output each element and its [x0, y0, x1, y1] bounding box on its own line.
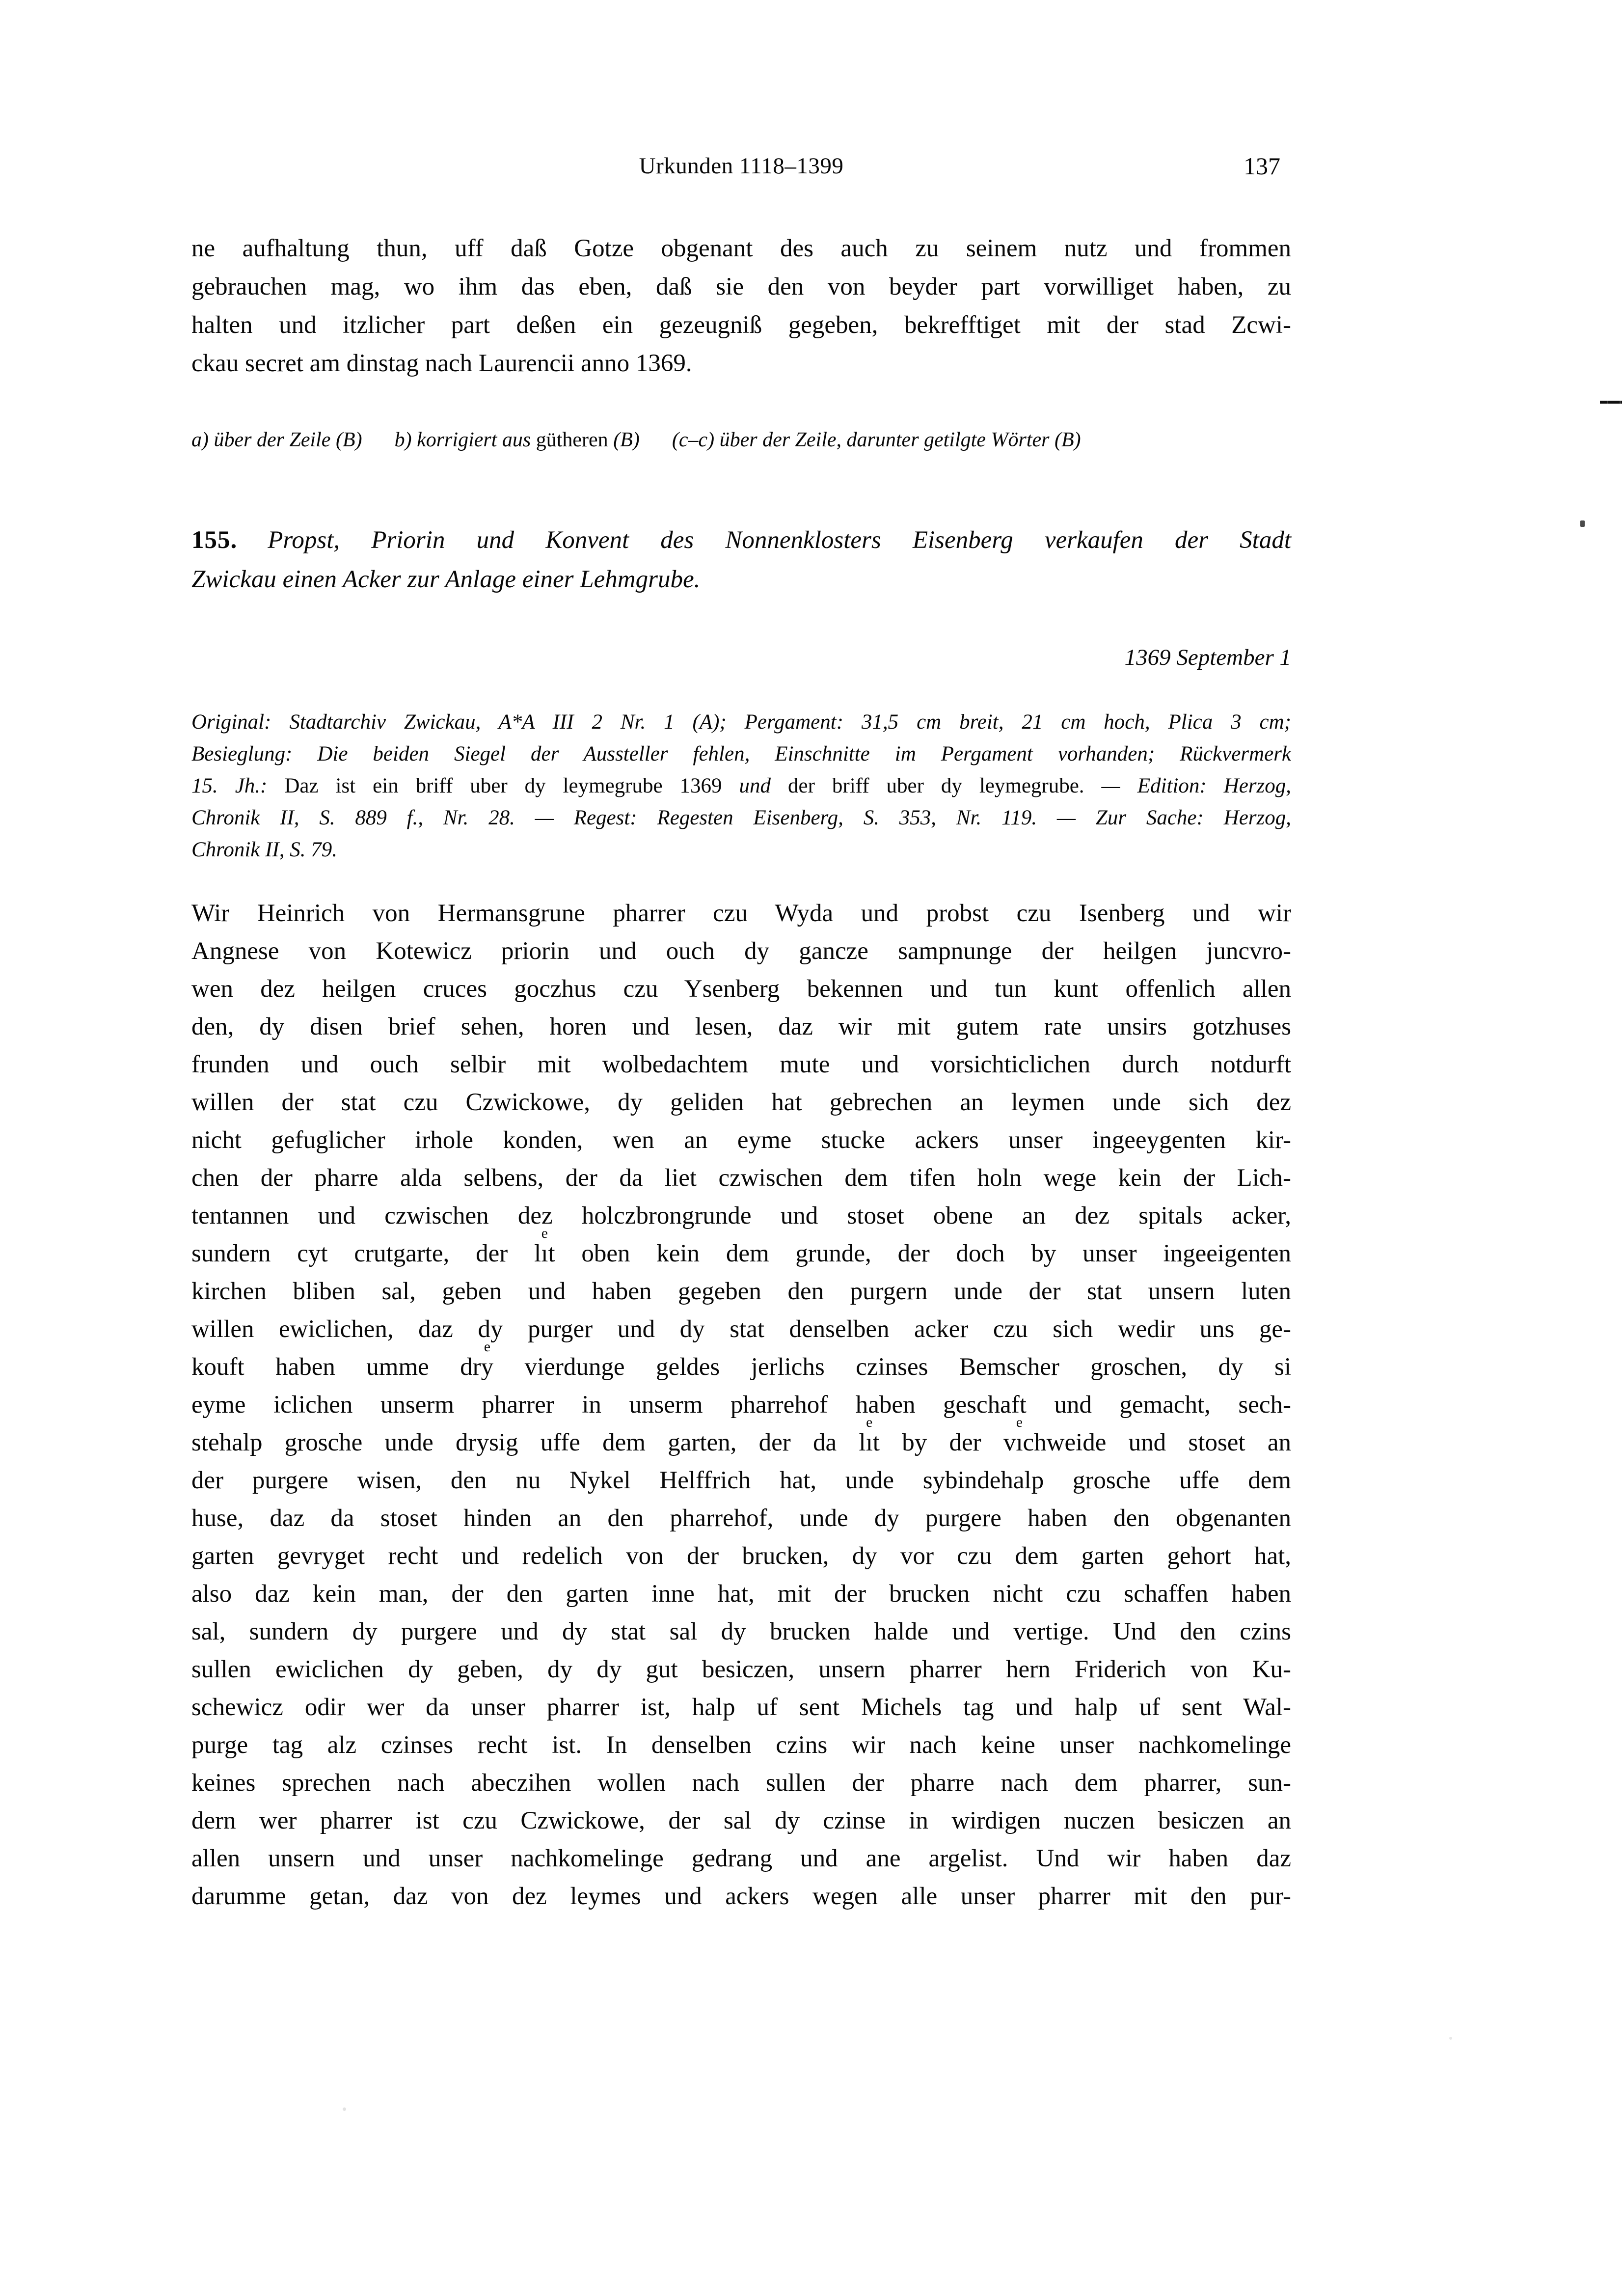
- text-line: a) über der Zeile (B) b) korrigiert aus gütheren (B) (c–c) über der Zeile, darunter getilgte Wörter (B): [191, 429, 1081, 451]
- text-line: dern wer pharrer ist czu Czwickowe, der sal dy czinse in wirdigen nuczen besiczen an: [191, 1807, 1291, 1834]
- scan-artifact-dash: [1600, 401, 1622, 404]
- text-line: sundern cyt crutgarte, der lı e t oben kein dem grunde, der doch by unser ingeeigenten: [191, 1226, 1292, 1267]
- text-line: schewicz odir wer da unser pharrer ist, halp uf sent Michels tag und halp uf sent Wal-: [191, 1694, 1291, 1721]
- text-line: Angnese von Kotewicz priorin und ouch dy gancze sampnunge der heilgen juncvro-: [191, 937, 1291, 965]
- entry-154-continuation-paragraph: [191, 229, 1291, 383]
- text-line: halten und itzlicher part deßen ein gezeugniß gegeben, bekrefftiget mit der stad Zcwi-: [191, 311, 1291, 339]
- text-line: Chronik II, S. 79.: [191, 838, 337, 861]
- text-line: Zwickau einen Acker zur Anlage einer Lehmgrube.: [191, 566, 701, 593]
- text-line: Besieglung: Die beiden Siegel der Aussteller fehlen, Einschnitte im Pergament vorhanden; Rückvermerk: [191, 742, 1291, 765]
- text-line: willen der stat czu Czwickowe, dy geliden hat gebrechen an leymen unde sich dez: [191, 1089, 1291, 1116]
- text-line: der purgere wisen, den nu Nykel Helffrich hat, unde sybindehalp grosche uffe dem: [191, 1467, 1291, 1494]
- text-line: Original: Stadtarchiv Zwickau, A*A III 2 Nr. 1 (A); Pergament: 31,5 cm breit, 21 cm hoch, Plica 3 cm;: [191, 711, 1291, 734]
- text-line: sullen ewiclichen dy geben, dy dy gut besiczen, unsern pharrer hern Friderich von Ku-: [191, 1656, 1291, 1683]
- text-line: huse, daz da stoset hinden an den pharrehof, unde dy purgere haben den obgenanten: [191, 1504, 1291, 1532]
- text-line: 155. Propst, Priorin und Konvent des Nonnenklosters Eisenberg verkaufen der Stadt: [191, 526, 1291, 554]
- entry-155-date: 1369 September 1: [1124, 645, 1291, 670]
- text-line: kirchen bliben sal, geben und haben gegeben den purgern unde der stat unsern luten: [191, 1278, 1291, 1305]
- running-title: Urkunden 1118–1399: [639, 153, 844, 179]
- text-line: Wir Heinrich von Hermansgrune pharrer czu Wyda und probst czu Isenberg und wir: [191, 900, 1291, 927]
- page-header: [191, 151, 1291, 181]
- text-line: also daz kein man, der den garten inne hat, mit der brucken nicht czu schaffen haben: [191, 1580, 1291, 1608]
- text-line: gebrauchen mag, wo ihm das eben, daß sie den von beyder part vorwilliget haben, zu: [191, 273, 1291, 301]
- scan-artifact-speck: [1449, 2037, 1452, 2040]
- scan-artifact-speck: [343, 2107, 346, 2111]
- critical-apparatus: [191, 426, 1291, 454]
- text-line: nicht gefuglicher irhole konden, wen an eyme stucke ackers unser ingeeygenten kir-: [191, 1126, 1291, 1154]
- text-line: frunden und ouch selbir mit wolbedachtem mute und vorsichticlichen durch notdurft: [191, 1051, 1291, 1078]
- entry-155-source-note: [191, 706, 1291, 866]
- text-line: allen unsern und unser nachkomelinge gedrang und ane argelist. Und wir haben daz: [191, 1845, 1291, 1872]
- text-line: darumme getan, daz von dez leymes und ackers wegen alle unser pharrer mit den pur-: [191, 1883, 1291, 1910]
- text-line: garten gevryget recht und redelich von der brucken, dy vor czu dem garten gehort hat,: [191, 1542, 1291, 1570]
- text-line: purge tag alz czinses recht ist. In denselben czins wir nach keine unser nachkomelinge: [191, 1731, 1291, 1759]
- scan-artifact-speck: [1580, 520, 1585, 527]
- text-line: chen der pharre alda selbens, der da liet czwischen dem tifen holn wege kein der Lich-: [191, 1164, 1291, 1192]
- page-number: 137: [1244, 152, 1280, 180]
- entry-155-charter-text: [191, 895, 1291, 1915]
- entry-155-heading: [191, 520, 1291, 599]
- text-line: 15. Jh.: Daz ist ein briff uber dy leymegrube 1369 und der briff uber dy leymegrube. — Edition: Herzog,: [191, 774, 1291, 797]
- text-line: keines sprechen nach abeczihen wollen nach sullen der pharre nach dem pharrer, sun-: [191, 1769, 1291, 1797]
- text-line: stehalp grosche unde drysig uffe dem garten, der da lı e t by der vı e chweide und stoset an: [191, 1415, 1291, 1456]
- text-line: den, dy disen brief sehen, horen und lesen, daz wir mit gutem rate unsirs gotzhuses: [191, 1013, 1291, 1040]
- text-line: Chronik II, S. 889 f., Nr. 28. — Regest: Regesten Eisenberg, S. 353, Nr. 119. — Zur Sache: Herzog,: [191, 806, 1291, 829]
- text-line: eyme iclichen unserm pharrer in unserm pharrehof haben geschaft und gemacht, sech-: [191, 1391, 1291, 1419]
- text-line: ne aufhaltung thun, uff daß Gotze obgenant des auch zu seinem nutz und frommen: [191, 235, 1291, 262]
- text-line: tentannen und czwischen dez holczbrongrunde und stoset obene an dez spitals acker,: [191, 1202, 1291, 1230]
- text-line: ckau secret am dinstag nach Laurencii anno 1369.: [191, 350, 692, 377]
- text-line: kouft haben umme dry e vierdunge geldes jerlichs czinses Bemscher groschen, dy si: [191, 1339, 1291, 1381]
- text-line: sal, sundern dy purgere und dy stat sal dy brucken halde und vertige. Und den czins: [191, 1618, 1291, 1645]
- text-line: wen dez heilgen cruces goczhus czu Ysenberg bekennen und tun kunt offenlich allen: [191, 975, 1291, 1003]
- text-line: willen ewiclichen, daz dy purger und dy stat denselben acker czu sich wedir uns ge-: [191, 1315, 1291, 1343]
